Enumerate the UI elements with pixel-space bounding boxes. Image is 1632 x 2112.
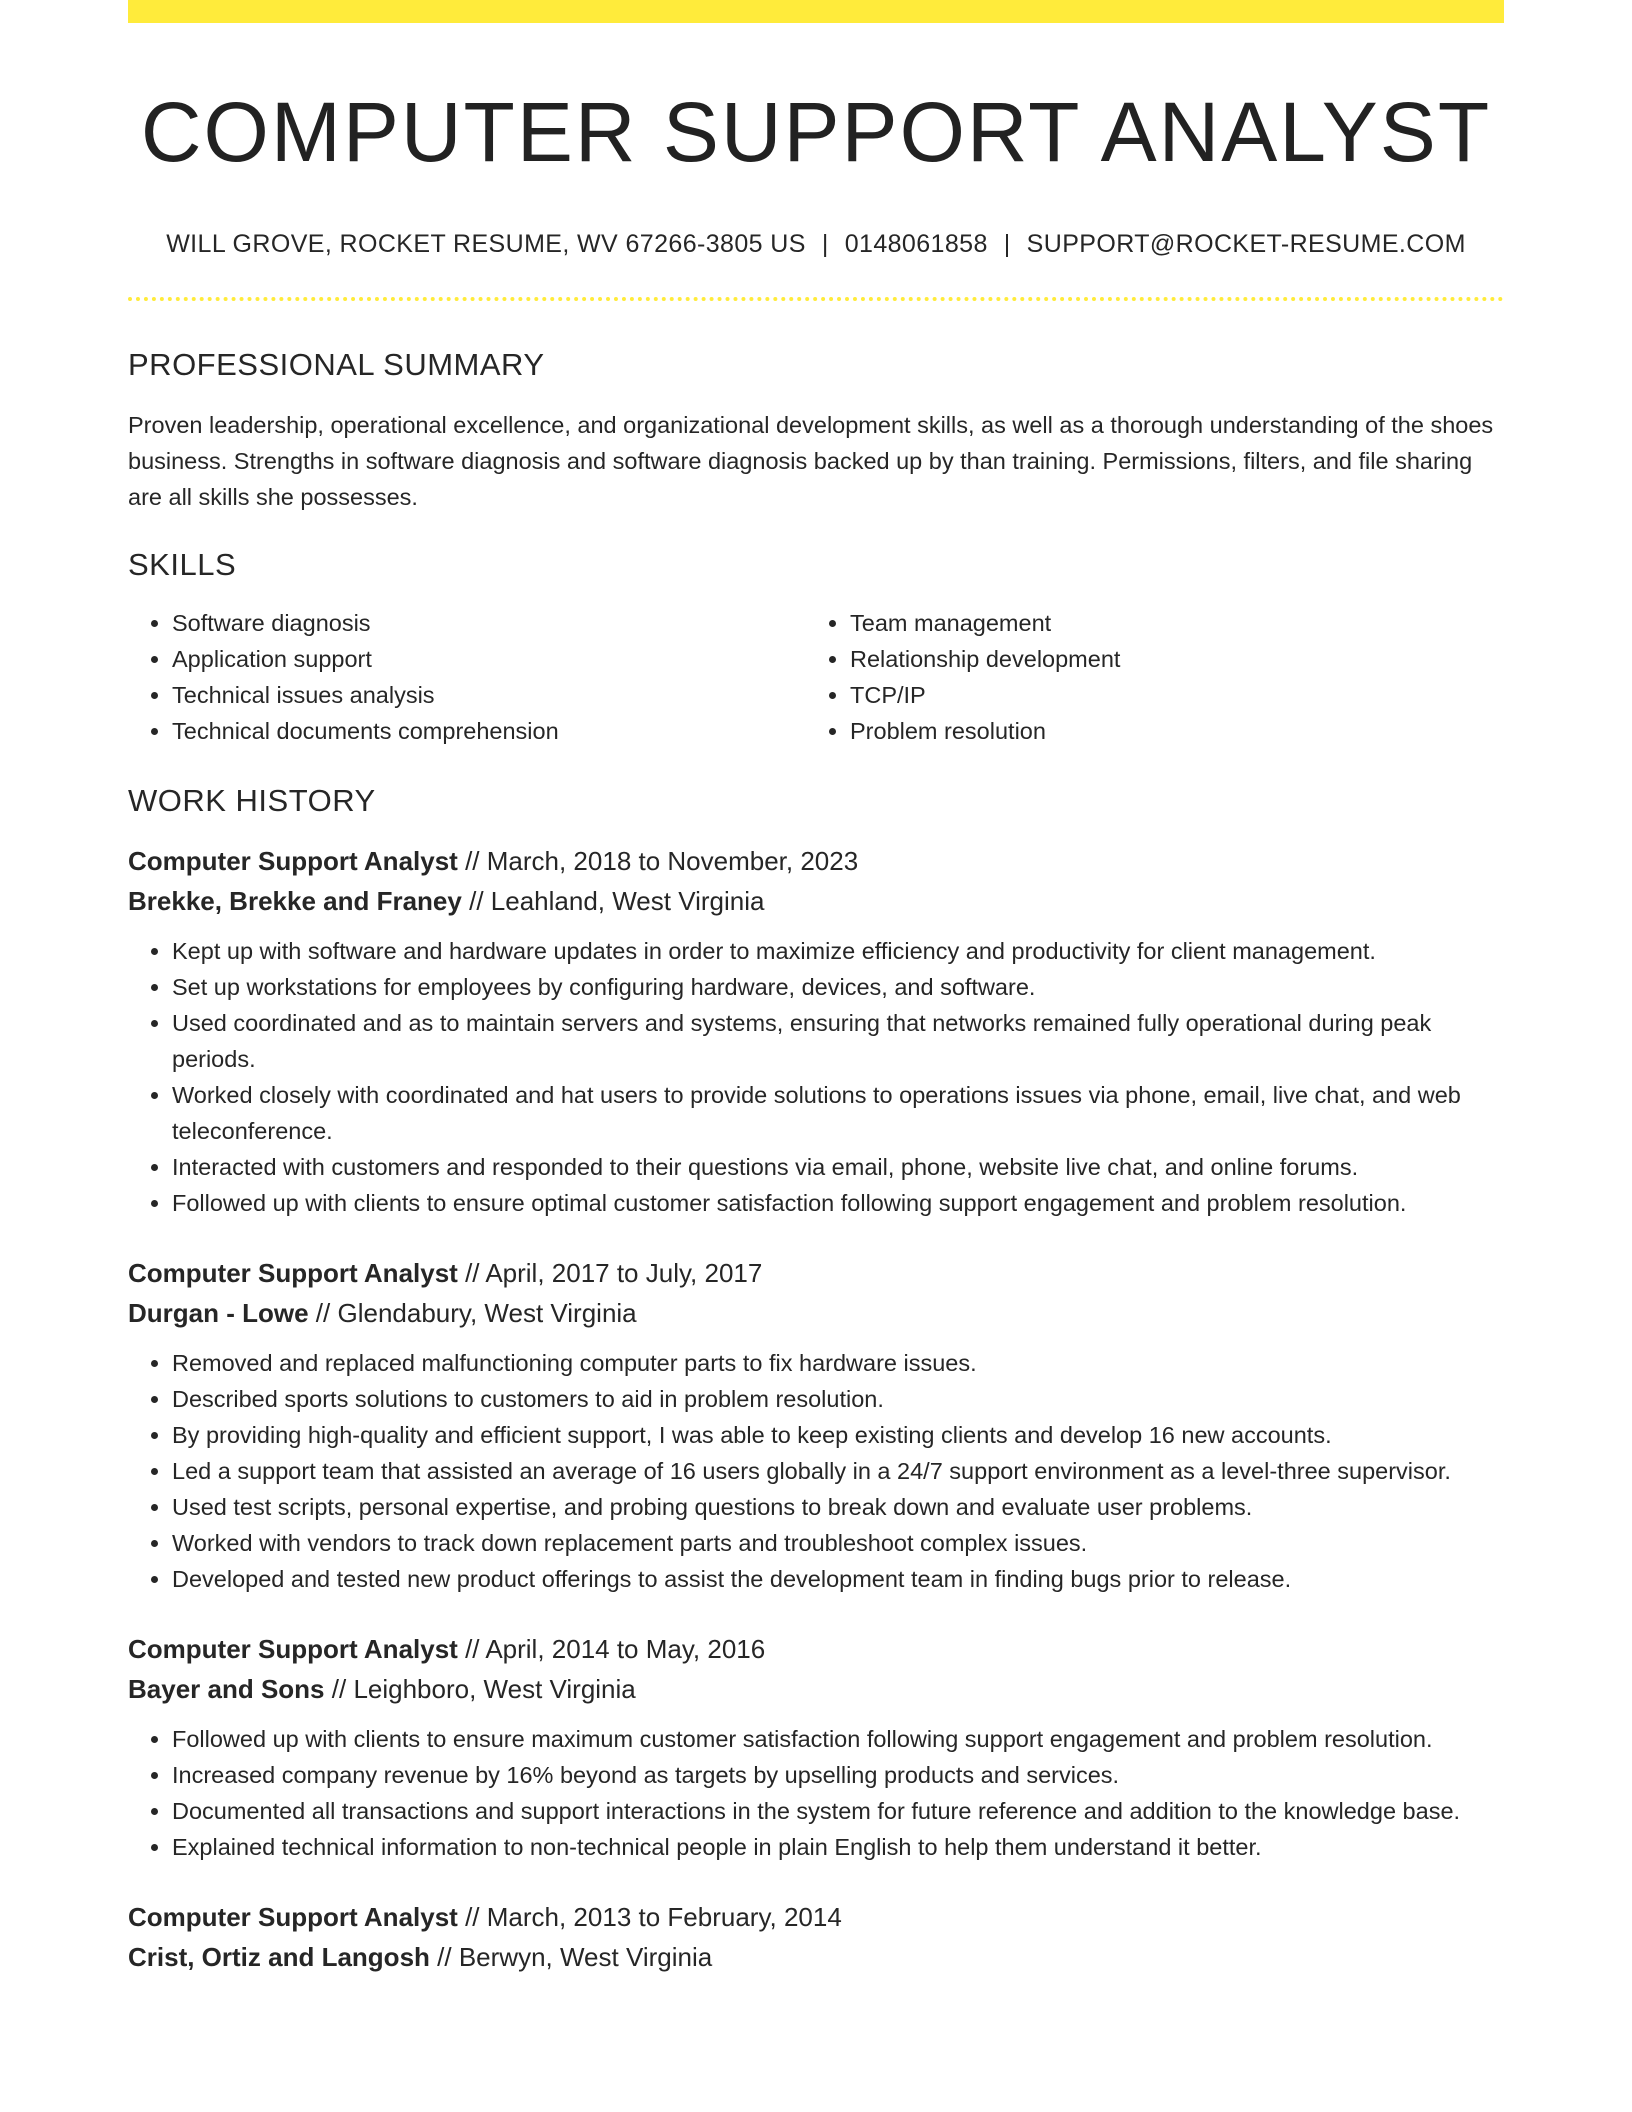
job-role: Computer Support Analyst <box>128 1902 458 1933</box>
job-role-line <box>128 1253 1504 1293</box>
resume-title: COMPUTER SUPPORT ANALYST <box>140 85 1492 179</box>
job-bullet: • Followed up with clients to ensure maximum customer satisfaction following support engagement and problem resolution. <box>172 1721 1504 1757</box>
job-bullet: • Used test scripts, personal expertise, and probing questions to break down and evaluate user problems. <box>172 1489 1504 1525</box>
contact-line <box>128 230 1504 259</box>
job-divider: // <box>331 1674 347 1705</box>
job-bullet: • Used coordinated and as to maintain servers and systems, ensuring that networks remained fully operational during peak periods. <box>172 1005 1504 1077</box>
skill-item: • TCP/IP <box>850 677 1484 713</box>
skills-list <box>128 605 1504 749</box>
job-company-line <box>128 881 1504 921</box>
job-divider: // <box>465 1634 480 1665</box>
job-divider: // <box>465 846 480 877</box>
skill-item: • Application support <box>172 641 806 677</box>
job-bullet: • Increased company revenue by 16% beyond as targets by upselling products and services. <box>172 1757 1504 1793</box>
skill-item: • Technical documents comprehension <box>172 713 806 749</box>
skill-item: • Problem resolution <box>850 713 1484 749</box>
contact-email: SUPPORT@ROCKET-RESUME.COM <box>1026 230 1466 259</box>
job-role-line <box>128 1897 1504 1937</box>
job-dates: April, 2014 to May, 2016 <box>485 1634 766 1665</box>
skills-column-right <box>806 605 1484 749</box>
job-company-line <box>128 1293 1504 1333</box>
job-company: Durgan - Lowe <box>128 1298 309 1329</box>
job-divider: // <box>315 1298 331 1329</box>
job-entry <box>128 1253 1504 1597</box>
resume-page <box>128 0 1504 1977</box>
skills-column-left <box>128 605 806 749</box>
job-bullet: • Followed up with clients to ensure optimal customer satisfaction following support engagement and problem resolution. <box>172 1185 1504 1221</box>
job-role-line <box>128 841 1504 881</box>
job-dates: March, 2013 to February, 2014 <box>486 1902 842 1933</box>
skill-item: • Relationship development <box>850 641 1484 677</box>
job-divider: // <box>437 1942 452 1973</box>
job-location: Leahland, West Virginia <box>490 886 765 917</box>
job-bullet: • Explained technical information to non-technical people in plain English to help them understand it better. <box>172 1829 1504 1865</box>
job-bullet: • By providing high-quality and efficient support, I was able to keep existing clients and develop 16 new accounts. <box>172 1417 1504 1453</box>
job-divider: // <box>465 1258 480 1289</box>
skill-item: • Technical issues analysis <box>172 677 806 713</box>
contact-address: WILL GROVE, ROCKET RESUME, WV 67266-3805 US <box>166 230 806 259</box>
summary-heading: PROFESSIONAL SUMMARY <box>128 347 545 383</box>
contact-phone: 0148061858 <box>844 230 988 259</box>
job-entry <box>128 1629 1504 1865</box>
job-bullet: • Worked with vendors to track down replacement parts and troubleshoot complex issues. <box>172 1525 1504 1561</box>
job-bullet: • Worked closely with coordinated and hat users to provide solutions to operations issues via phone, email, live chat, and web teleconference. <box>172 1077 1504 1149</box>
job-entry <box>128 841 1504 1221</box>
work-history-heading: WORK HISTORY <box>128 783 376 819</box>
job-bullet: • Removed and replaced malfunctioning computer parts to fix hardware issues. <box>172 1345 1504 1381</box>
job-bullet: • Described sports solutions to customers to aid in problem resolution. <box>172 1381 1504 1417</box>
job-bullets <box>128 933 1504 1221</box>
job-bullet: • Interacted with customers and responded to their questions via email, phone, website live chat, and online forums. <box>172 1149 1504 1185</box>
job-company: Brekke, Brekke and Franey <box>128 886 462 917</box>
job-bullet: • Developed and tested new product offerings to assist the development team in finding bugs prior to release. <box>172 1561 1504 1597</box>
job-dates: April, 2017 to July, 2017 <box>485 1258 763 1289</box>
skills-heading: SKILLS <box>128 547 237 583</box>
dotted-divider <box>128 297 1504 301</box>
job-company: Crist, Ortiz and Langosh <box>128 1942 430 1973</box>
job-company-line <box>128 1937 1504 1977</box>
job-role: Computer Support Analyst <box>128 1634 458 1665</box>
contact-separator: | <box>1003 230 1011 259</box>
top-accent-bar <box>128 0 1504 23</box>
job-role: Computer Support Analyst <box>128 846 458 877</box>
job-entry <box>128 1897 1504 1977</box>
job-bullets <box>128 1721 1504 1865</box>
job-company: Bayer and Sons <box>128 1674 325 1705</box>
job-divider: // <box>469 886 484 917</box>
job-company-line <box>128 1669 1504 1709</box>
summary-text: Proven leadership, operational excellence, and organizational development skills, as well as a thorough understanding of the shoes business. Strengths in software diagnosis and software diagnosis backed up by than training. Permissions, filters, and file sharing are all skills she possesses. <box>128 412 1494 511</box>
contact-separator: | <box>821 230 829 259</box>
job-location: Berwyn, West Virginia <box>458 1942 713 1973</box>
job-dates: March, 2018 to November, 2023 <box>486 846 859 877</box>
job-location: Leighboro, West Virginia <box>353 1674 636 1705</box>
job-divider: // <box>465 1902 480 1933</box>
job-bullet: • Set up workstations for employees by configuring hardware, devices, and software. <box>172 969 1504 1005</box>
job-role-line <box>128 1629 1504 1669</box>
job-bullets <box>128 1345 1504 1597</box>
job-location: Glendabury, West Virginia <box>337 1298 637 1329</box>
skill-item: • Software diagnosis <box>172 605 806 641</box>
job-bullet: • Kept up with software and hardware updates in order to maximize efficiency and productivity for client management. <box>172 933 1504 969</box>
job-role: Computer Support Analyst <box>128 1258 458 1289</box>
skill-item: • Team management <box>850 605 1484 641</box>
job-bullet: • Led a support team that assisted an average of 16 users globally in a 24/7 support environment as a level-three supervisor. <box>172 1453 1504 1489</box>
job-bullet: • Documented all transactions and support interactions in the system for future reference and addition to the knowledge base. <box>172 1793 1504 1829</box>
